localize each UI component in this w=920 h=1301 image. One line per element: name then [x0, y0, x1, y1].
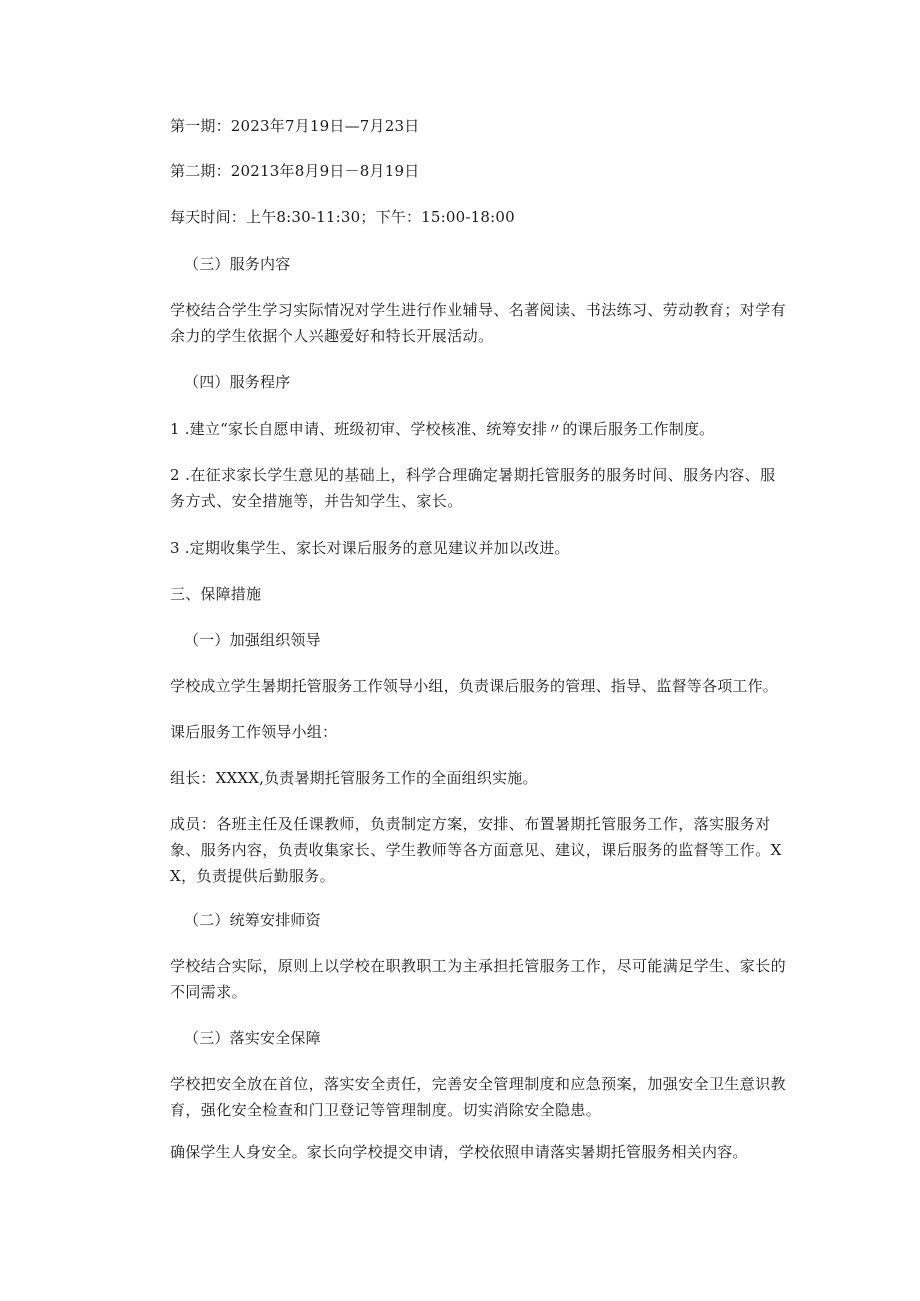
heading-safety: （三）落实安全保障	[184, 1029, 321, 1047]
paragraph-ensure-safety: 确保学生人身安全。家长向学校提交申请，学校依照申请落实暑期托管服务相关内容。	[170, 1143, 748, 1161]
procedure-item-1: 1 .建立“家长自愿申请、班级初审、学校核准、统筹安排〃的课后服务工作制度。	[170, 420, 715, 438]
paragraph-leading-group: 课后服务工作领导小组：	[170, 723, 338, 741]
paragraph-organization: 学校成立学生暑期托管服务工作领导小组，负责课后服务的管理、指导、监督等各项工作。	[170, 677, 779, 695]
paragraph-teachers: 学校结合实际，原则上以学校在职教职工为主承担托管服务工作，尽可能满足学生、家长的不同需求。	[170, 957, 787, 1001]
heading-safeguards: 三、保障措施	[170, 585, 262, 603]
heading-service-procedure: （四）服务程序	[184, 373, 291, 391]
paragraph-members: 成员：各班主任及任课教师，负责制定方案，安排、布置暑期托管服务工作，落实服务对象、服务内容，负责收集家长、学生教师等各方面意见、建议，课后服务的监督等工作。XX，负责提供后勤服务。	[170, 815, 782, 885]
paragraph-leader: 组长：XXXX,负责暑期托管服务工作的全面组织实施。	[170, 769, 538, 787]
period-1: 第一期：2023年7月19日—7月23日	[170, 117, 420, 135]
heading-organization: （一）加强组织领导	[184, 631, 321, 649]
procedure-item-3: 3 .定期收集学生、家长对课后服务的意见建议并加以改进。	[170, 539, 570, 557]
paragraph-service-content: 学校结合学生学习实际情况对学生进行作业辅导、名著阅读、书法练习、劳动教育；对学有余力的学生依据个人兴趣爱好和特长开展活动。	[170, 301, 787, 345]
daily-time: 每天时间：上午8:30-11:30；下午：15:00-18:00	[170, 208, 515, 226]
procedure-item-2: 2 .在征求家长学生意见的基础上，科学合理确定暑期托管服务的服务时间、服务内容、服务方式、安全措施等，并告知学生、家长。	[170, 466, 776, 510]
paragraph-safety: 学校把安全放在首位，落实安全责任，完善安全管理制度和应急预案，加强安全卫生意识教育，强化安全检查和门卫登记等管理制度。切实消除安全隐患。	[170, 1075, 787, 1119]
period-2: 第二期：20213年8月9日－8月19日	[170, 162, 420, 180]
heading-teachers: （二）统筹安排师资	[184, 911, 321, 929]
heading-service-content: （三）服务内容	[184, 255, 291, 273]
